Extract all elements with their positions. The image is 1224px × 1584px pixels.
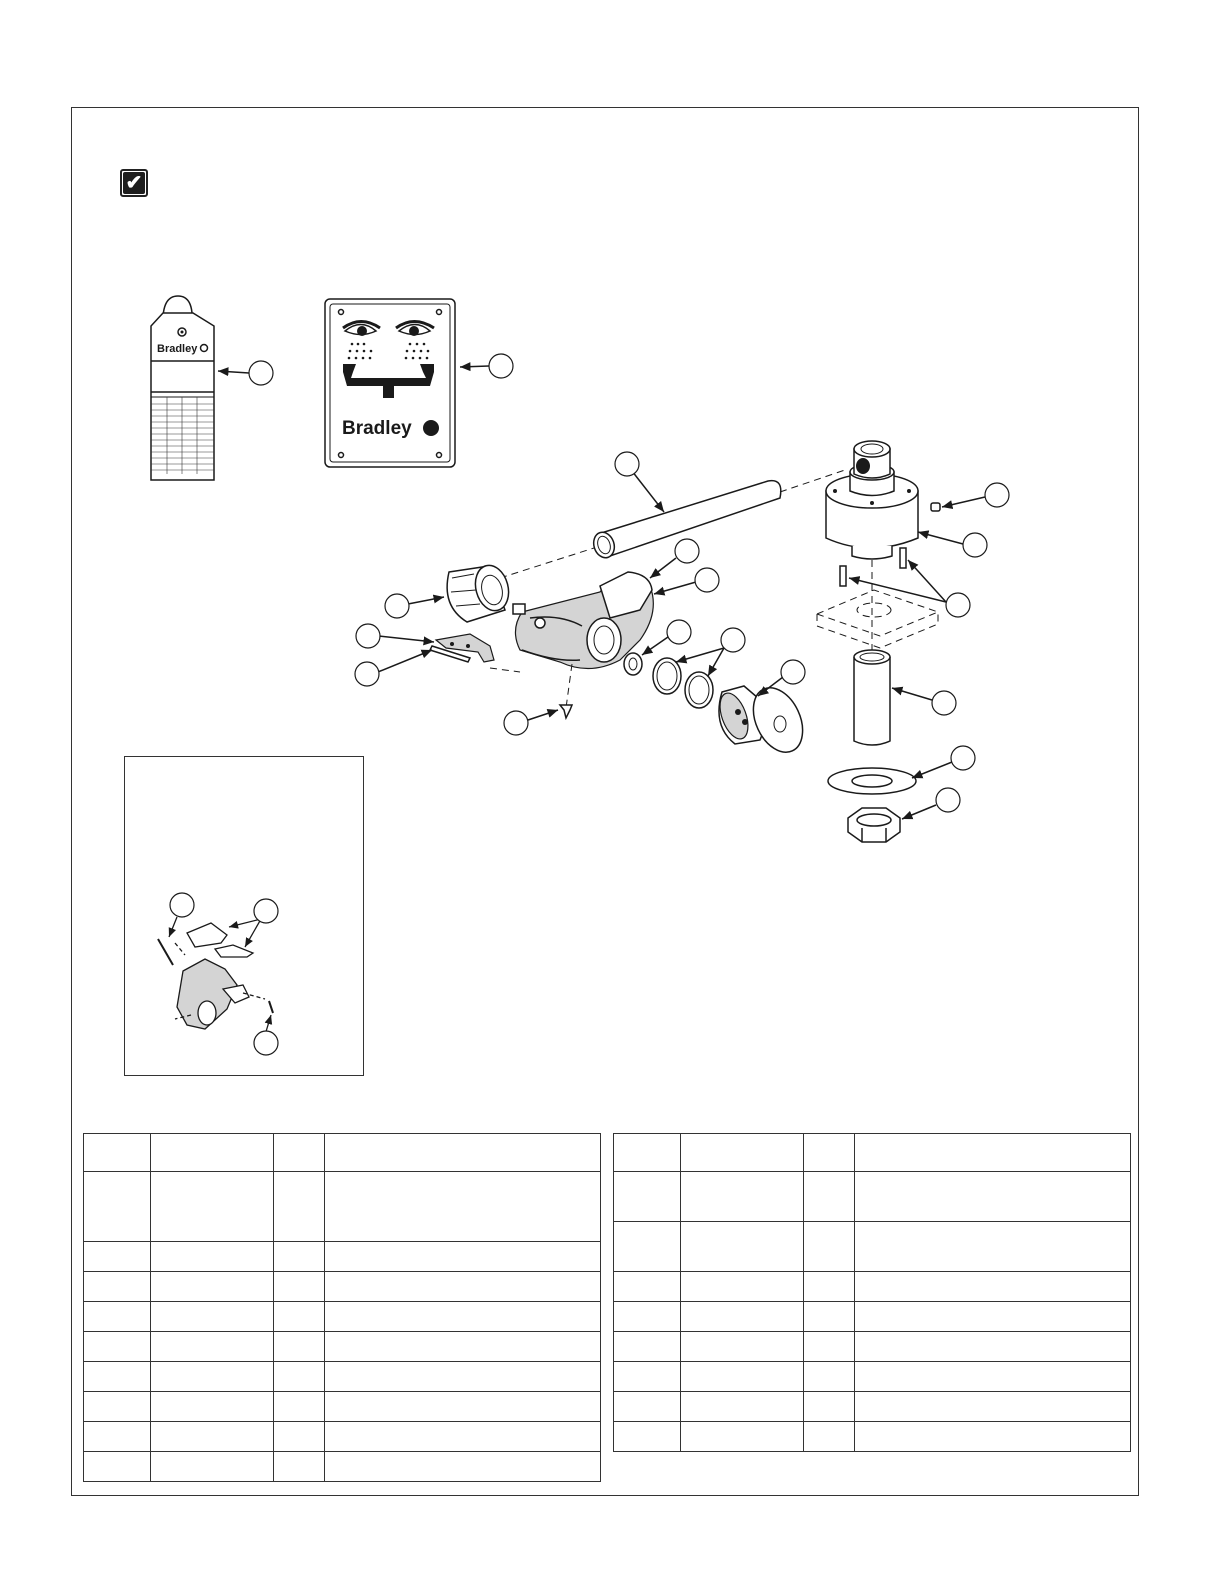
table-row [84,1302,601,1332]
parts-table-left [83,1133,601,1482]
hex-nut [848,788,960,842]
table-header-row [614,1134,1131,1172]
callout-tag [249,361,273,385]
callout-valve-body [695,568,719,592]
handle-bracket [355,624,520,686]
table-row [84,1242,601,1272]
callout-screw [504,711,528,735]
table-row [614,1302,1131,1332]
valve-body [513,539,719,669]
callout-pins [946,593,970,617]
table-row [614,1272,1131,1302]
valve-body-flange [826,441,1009,559]
table-row [614,1332,1131,1362]
inset-diagram [125,757,365,1077]
table-row [614,1392,1131,1422]
table-row [84,1172,601,1242]
callout-pin [355,662,379,686]
screw [504,664,572,735]
inset-detail [124,756,364,1076]
callout-washer [951,746,975,770]
callout-hex-nut [936,788,960,812]
tag-brand-label: Bradley [157,343,198,355]
table-row [84,1452,601,1482]
table-row [84,1392,601,1422]
callout-bracket [356,624,380,648]
callout-nipple [932,691,956,715]
supply-pipe [500,452,845,578]
callout-set-screw [985,483,1009,507]
check-mark-icon: ✔ [123,172,145,194]
callout-handle-top [675,539,699,563]
vertical-nipple [854,650,956,745]
table-row [84,1332,601,1362]
table-header-row [84,1134,601,1172]
eyewash-sign [325,299,513,467]
callout-o-rings [721,628,745,652]
table-row [614,1362,1131,1392]
callout-bushing [667,620,691,644]
washer [828,746,975,794]
callout-sleeve [385,594,409,618]
table-row [84,1362,601,1392]
table-row [614,1422,1131,1452]
inspection-tag [151,296,273,480]
inset-callout-pin [170,893,194,917]
handle-sleeve [385,562,513,622]
inset-callout-screw [254,1031,278,1055]
callout-stem [781,660,805,684]
parts-table-right [613,1133,1131,1452]
inset-callout-handle [254,899,278,923]
callout-sign [489,354,513,378]
seal-parts [624,620,812,760]
table-row [84,1422,601,1452]
table-row [614,1172,1131,1222]
callout-flange [963,533,987,557]
table-row [614,1222,1131,1272]
table-row [84,1272,601,1302]
sign-brand-label: Bradley [342,418,412,439]
callout-pipe [615,452,639,476]
